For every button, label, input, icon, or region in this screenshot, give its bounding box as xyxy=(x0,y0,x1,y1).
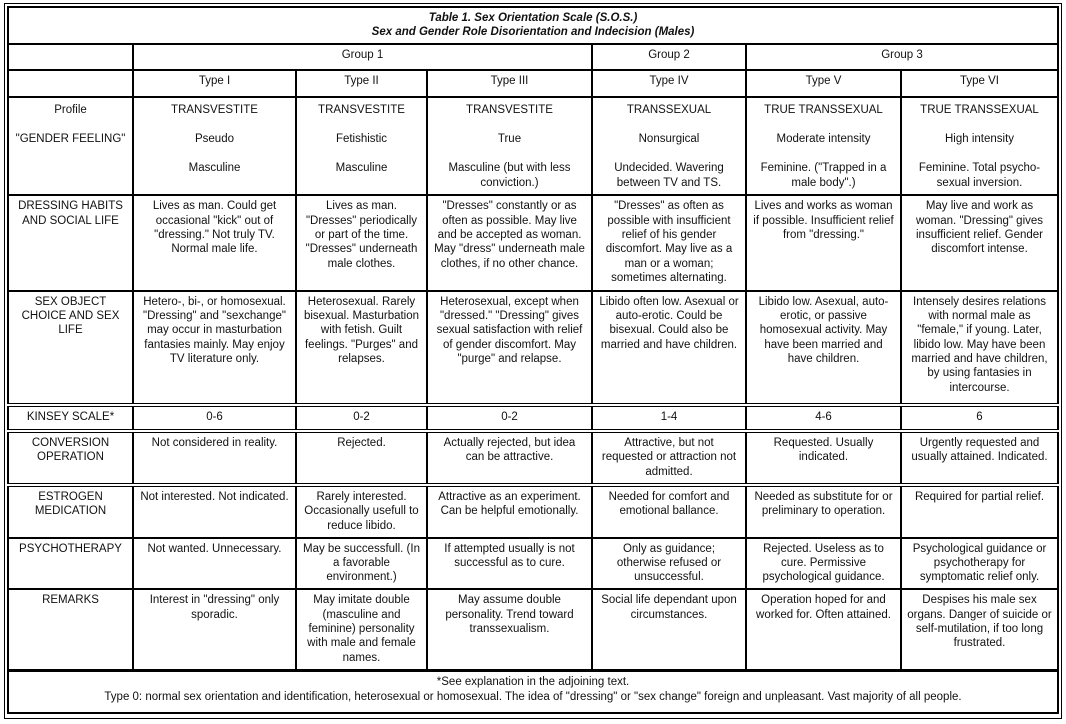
sexobject-cell-type5: Libido low. Asexual, auto-erotic, or passive homosexual activity. May have been married and have children. xyxy=(746,291,901,405)
table-title xyxy=(8,7,1058,44)
sex-object-row xyxy=(8,291,1058,405)
profile-cell-type6 xyxy=(901,97,1058,196)
type-header-5: Type V xyxy=(746,70,901,96)
profile-row xyxy=(8,97,1058,196)
profile-feeling: Undecided. Wavering between TV and TS. xyxy=(614,162,724,189)
conversion-operation-row xyxy=(8,431,1058,485)
profile-feeling: Feminine. Total psycho-sexual inversion. xyxy=(918,162,1041,189)
psychotherapy-cell-type6: Psychological guidance or psychotherapy for symptomatic relief only. xyxy=(901,538,1058,590)
footnote-asterisk: *See explanation in the adjoining text. xyxy=(436,675,630,688)
remarks-row xyxy=(8,589,1058,670)
group-header-3: Group 3 xyxy=(746,44,1058,70)
type-header-4: Type IV xyxy=(592,70,746,96)
profile-subtype: True xyxy=(497,133,522,146)
dressing-cell-type1: Lives as man. Could get occasional "kick" out of "dressing." Not truly TV. Normal male life. xyxy=(133,195,296,290)
row-label-remarks: REMARKS xyxy=(8,589,133,670)
type-header-empty xyxy=(8,70,133,96)
type-header-6: Type VI xyxy=(901,70,1058,96)
remarks-cell-type5: Operation hoped for and worked for. Often attained. xyxy=(746,589,901,670)
footnotes-cell xyxy=(8,670,1058,713)
estrogen-cell-type2: Rarely interested. Occasionally usefull to reduce libido. xyxy=(296,485,427,538)
psychotherapy-cell-type4: Only as guidance; otherwise refused or unsuccessful. xyxy=(592,538,746,590)
psychotherapy-cell-type5: Rejected. Useless as to cure. Permissive psychological guidance. xyxy=(746,538,901,590)
row-label-profile xyxy=(8,97,133,196)
conversion-cell-type5: Requested. Usually indicated. xyxy=(746,431,901,485)
psychotherapy-cell-type2: May be successfull. (In a favorable environment.) xyxy=(296,538,427,590)
type-header-1: Type I xyxy=(133,70,296,96)
kinsey-cell-type3: 0-2 xyxy=(427,405,592,431)
conversion-cell-type1: Not considered in reality. xyxy=(133,431,296,485)
kinsey-cell-type6: 6 xyxy=(901,405,1058,431)
profile-subtype: Moderate intensity xyxy=(776,133,871,146)
dressing-cell-type2: Lives as man. "Dresses" periodically or part of the time. "Dresses" underneath male clothes. xyxy=(296,195,427,290)
type-header-3: Type III xyxy=(427,70,592,96)
estrogen-cell-type5: Needed as substitute for or preliminary to operation. xyxy=(746,485,901,538)
kinsey-cell-type4: 1-4 xyxy=(592,405,746,431)
profile-feeling: Masculine xyxy=(188,162,241,175)
remarks-cell-type1: Interest in "dressing" only sporadic. xyxy=(133,589,296,670)
profile-subtype: Pseudo xyxy=(194,133,234,146)
profile-name: TRUE TRANSSEXUAL xyxy=(764,103,883,116)
dressing-cell-type4: "Dresses" as often as possible with insufficient relief of his gender discomfort. May live as a man or a woman; sometimes alternating. xyxy=(592,195,746,290)
row-label-kinsey: KINSEY SCALE* xyxy=(8,405,133,431)
estrogen-cell-type4: Needed for comfort and emotional ballance. xyxy=(592,485,746,538)
type-header-row xyxy=(8,70,1058,96)
footnote-type0: Type 0: normal sex orientation and identification, heterosexual or homosexual. The idea of "dressing" or "sex change" foreign and unpleasant. Vast majority of all people. xyxy=(104,691,962,704)
remarks-cell-type2: May imitate double (masculine and feminine) personality with male and female names. xyxy=(296,589,427,670)
profile-cell-type1 xyxy=(133,97,296,196)
kinsey-cell-type5: 4-6 xyxy=(746,405,901,431)
dressing-cell-type6: May live and work as woman. "Dressing" gives insufficient relief. Gender discomfort intense. xyxy=(901,195,1058,290)
sexobject-cell-type1: Hetero-, bi-, or homosexual. "Dressing" and "sexchange" may occur in masturbation fantasies mainly. May enjoy TV literature only. xyxy=(133,291,296,405)
profile-name: TRANSSEXUAL xyxy=(626,103,712,116)
sexobject-cell-type4: Libido often low. Asexual or auto-erotic. Could be bisexual. Could also be married and have children. xyxy=(592,291,746,405)
sex-orientation-scale-table xyxy=(7,6,1059,714)
estrogen-medication-row xyxy=(8,485,1058,538)
conversion-cell-type2: Rejected. xyxy=(296,431,427,485)
profile-cell-type5 xyxy=(746,97,901,196)
estrogen-cell-type1: Not interested. Not indicated. xyxy=(133,485,296,538)
profile-name: TRUE TRANSSEXUAL xyxy=(920,103,1039,116)
table-outer-frame xyxy=(4,3,1062,719)
corner-empty-cell xyxy=(8,44,133,70)
profile-subtype: Nonsurgical xyxy=(638,133,700,146)
profile-cell-type2 xyxy=(296,97,427,196)
dressing-cell-type5: Lives and works as woman if possible. Insufficient relief from "dressing." xyxy=(746,195,901,290)
row-label-sex-object: SEX OBJECT CHOICE AND SEX LIFE xyxy=(8,291,133,405)
footnotes-row xyxy=(8,670,1058,713)
remarks-cell-type4: Social life dependant upon circumstances. xyxy=(592,589,746,670)
row-label-psychotherapy: PSYCHOTHERAPY xyxy=(8,538,133,590)
profile-name: TRANSVESTITE xyxy=(318,103,405,116)
conversion-cell-type4: Attractive, but not requested or attraction not admitted. xyxy=(592,431,746,485)
remarks-cell-type6: Despises his male sex organs. Danger of suicide or self-mutilation, if too long frustrated. xyxy=(901,589,1058,670)
psychotherapy-cell-type1: Not wanted. Unnecessary. xyxy=(133,538,296,590)
profile-label-line2: "GENDER FEELING" xyxy=(15,133,126,146)
profile-subtype: Fetishistic xyxy=(335,133,388,146)
kinsey-scale-row xyxy=(8,405,1058,431)
dressing-habits-row xyxy=(8,195,1058,290)
profile-feeling: Feminine. ("Trapped in a male body".) xyxy=(760,162,887,189)
profile-label-line1: Profile xyxy=(54,103,87,116)
profile-subtype: High intensity xyxy=(944,133,1015,146)
psychotherapy-cell-type3: If attempted usually is not successful as to cure. xyxy=(427,538,592,590)
conversion-cell-type3: Actually rejected, but idea can be attractive. xyxy=(427,431,592,485)
sexobject-cell-type2: Heterosexual. Rarely bisexual. Masturbation with fetish. Guilt feelings. "Purges" and relapses. xyxy=(296,291,427,405)
dressing-cell-type3: "Dresses" constantly or as often as possible. May live and be accepted as woman. May "dress" underneath male clothes, if no other chance. xyxy=(427,195,592,290)
type-header-2: Type II xyxy=(296,70,427,96)
profile-cell-type3 xyxy=(427,97,592,196)
table-title-line2: Sex and Gender Role Disorientation and Indecision (Males) xyxy=(371,26,695,39)
row-label-dressing-habits: DRESSING HABITS AND SOCIAL LIFE xyxy=(8,195,133,290)
title-row xyxy=(8,7,1058,44)
sexobject-cell-type3: Heterosexual, except when "dressed." "Dressing" gives sexual satisfaction with relief of gender discomfort. May "purge" and relapse. xyxy=(427,291,592,405)
kinsey-cell-type2: 0-2 xyxy=(296,405,427,431)
sexobject-cell-type6: Intensely desires relations with normal male as "female," if young. Later, libido low. May have been married and have children, by using fantasies in intercourse. xyxy=(901,291,1058,405)
profile-name: TRANSVESTITE xyxy=(466,103,553,116)
profile-feeling: Masculine (but with less conviction.) xyxy=(448,162,571,189)
group-header-1: Group 1 xyxy=(133,44,592,70)
estrogen-cell-type3: Attractive as an experiment. Can be helpful emotionally. xyxy=(427,485,592,538)
psychotherapy-row xyxy=(8,538,1058,590)
profile-feeling: Masculine xyxy=(335,162,388,175)
estrogen-cell-type6: Required for partial relief. xyxy=(901,485,1058,538)
profile-cell-type4 xyxy=(592,97,746,196)
group-header-2: Group 2 xyxy=(592,44,746,70)
kinsey-cell-type1: 0-6 xyxy=(133,405,296,431)
profile-name: TRANSVESTITE xyxy=(171,103,258,116)
row-label-conversion: CONVERSION OPERATION xyxy=(8,431,133,485)
group-header-row xyxy=(8,44,1058,70)
remarks-cell-type3: May assume double personality. Trend toward transsexualism. xyxy=(427,589,592,670)
conversion-cell-type6: Urgently requested and usually attained. Indicated. xyxy=(901,431,1058,485)
table-title-line1: Table 1. Sex Orientation Scale (S.O.S.) xyxy=(428,12,638,24)
row-label-estrogen: ESTROGEN MEDICATION xyxy=(8,485,133,538)
